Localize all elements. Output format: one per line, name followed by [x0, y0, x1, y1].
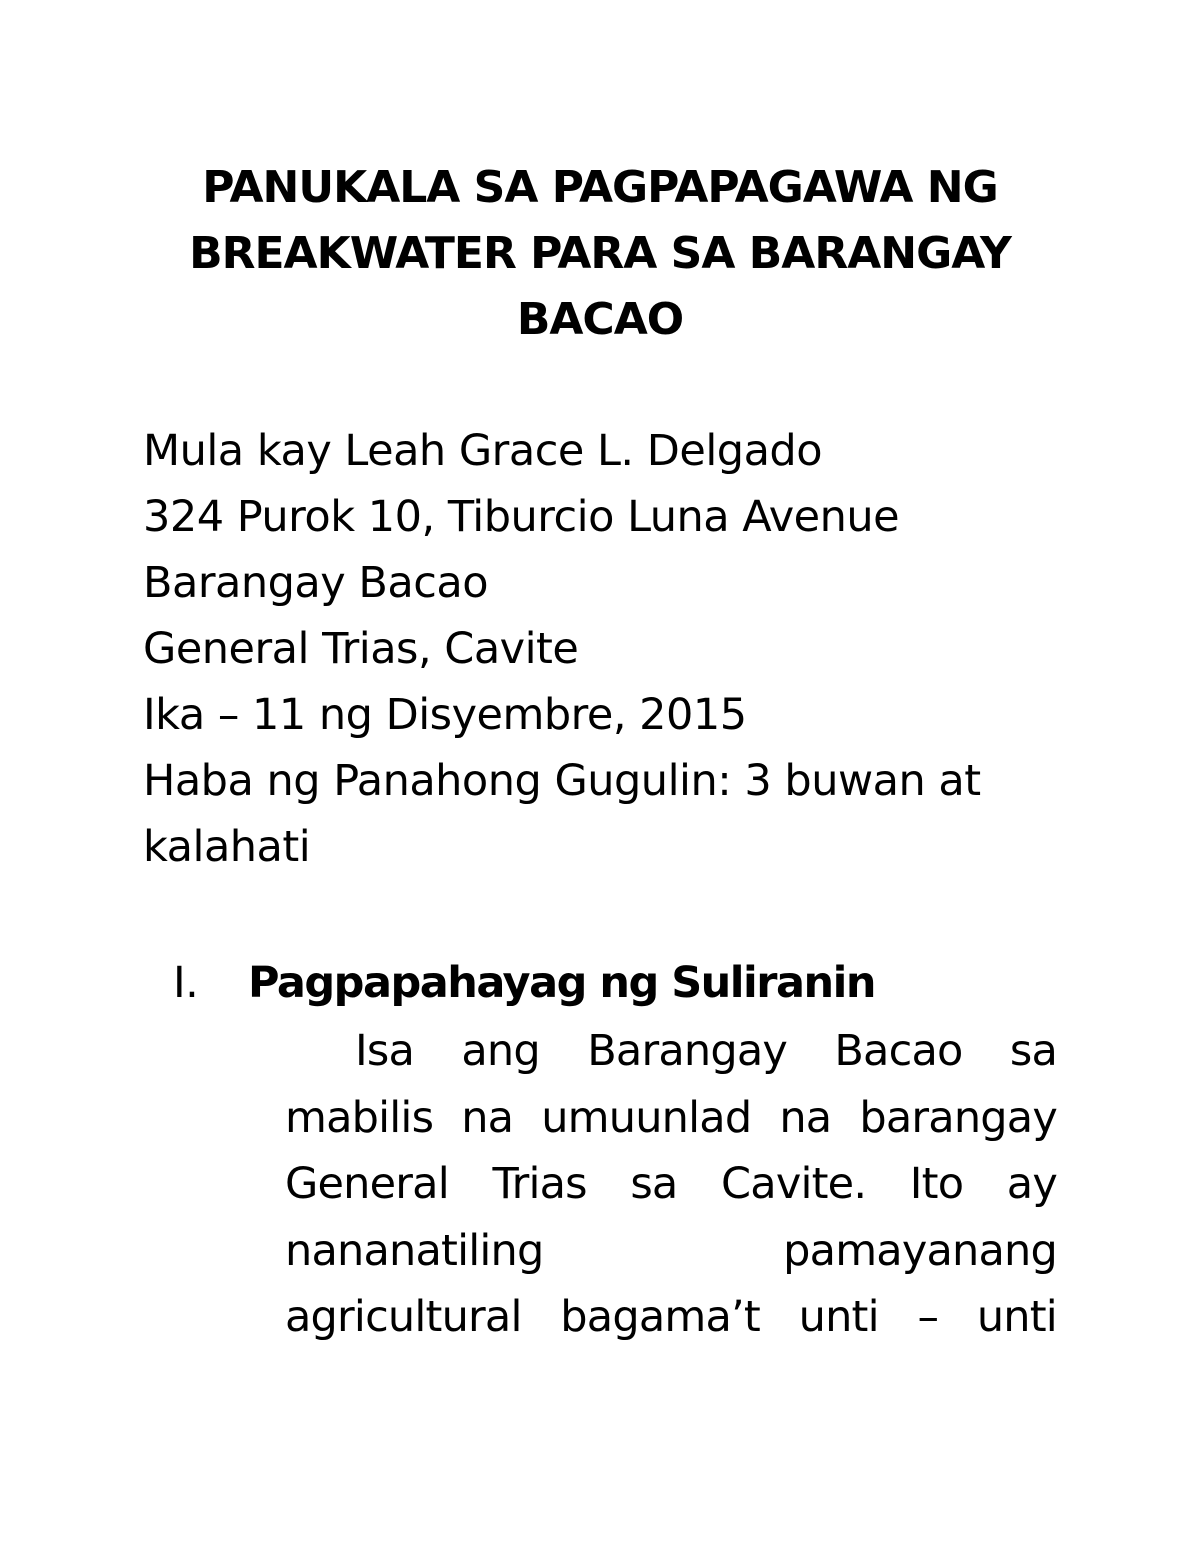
paragraph-word: pamayanang — [783, 1225, 1057, 1276]
paragraph-word: nananatiling — [285, 1225, 544, 1276]
paragraph-word: agricultural — [285, 1292, 522, 1342]
paragraph-line — [285, 1151, 1057, 1218]
title-line: PANUKALA SA PAGPAPAGAWA NG — [202, 162, 998, 213]
paragraph-line — [285, 1085, 1057, 1152]
paragraph-word: umuunlad — [541, 1092, 752, 1143]
paragraph-word: Bacao — [834, 1026, 963, 1076]
paragraph-word: Barangay — [587, 1026, 788, 1076]
paragraph-line — [285, 1284, 1057, 1351]
proposal-date: Ika – 11 ng Disyembre, 2015 — [143, 690, 747, 740]
paragraph-word: Ito — [909, 1159, 964, 1209]
paragraph-word: bagama’t — [560, 1292, 760, 1342]
paragraph-line — [285, 1018, 1057, 1085]
paragraph-word: na — [461, 1092, 514, 1143]
section-title: Pagpapahayag ng Suliranin — [248, 958, 875, 1008]
document-title — [160, 155, 1040, 353]
paragraph-word: sa — [630, 1159, 678, 1209]
proposal-header — [143, 418, 1103, 880]
duration-line: kalahati — [143, 822, 311, 872]
duration-line: Haba ng Panahong Gugulin: 3 buwan at — [143, 756, 981, 806]
paragraph-word: Isa — [355, 1026, 415, 1076]
paragraph-word: ay — [1006, 1159, 1057, 1209]
address-line: General Trias, Cavite — [143, 624, 579, 674]
address-line: 324 Purok 10, Tiburcio Luna Avenue — [143, 492, 900, 542]
paragraph-word: barangay — [859, 1092, 1057, 1143]
section-numeral: I. — [173, 958, 199, 1008]
paragraph-word: unti — [976, 1292, 1057, 1342]
paragraph-word: Cavite. — [721, 1159, 867, 1209]
address-line: Barangay Bacao — [143, 558, 489, 608]
paragraph-word: sa — [1009, 1026, 1057, 1076]
section-heading — [173, 950, 1073, 1016]
paragraph-word: Trias — [492, 1159, 587, 1209]
proposer-name: Mula kay Leah Grace L. Delgado — [143, 426, 823, 476]
title-line: BREAKWATER PARA SA BARANGAY — [189, 228, 1011, 279]
paragraph-line — [285, 1218, 1057, 1285]
paragraph-word: na — [779, 1092, 832, 1143]
paragraph-word: ang — [461, 1026, 540, 1076]
paragraph-word: unti — [798, 1292, 879, 1342]
paragraph-word: – — [917, 1292, 939, 1342]
paragraph-word: General — [285, 1159, 449, 1209]
paragraph-word: mabilis — [285, 1092, 434, 1143]
section-paragraph — [285, 1018, 1057, 1351]
title-line: BACAO — [516, 294, 684, 345]
